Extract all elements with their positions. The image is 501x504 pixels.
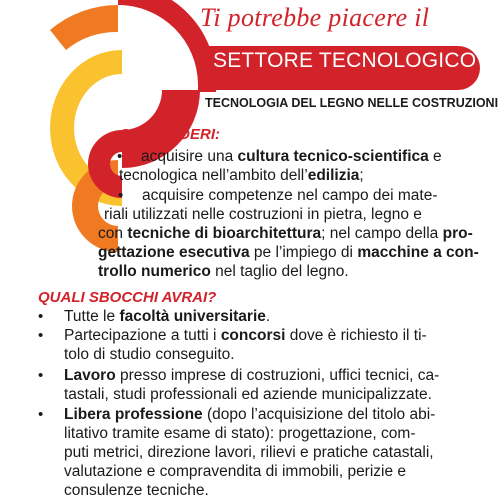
orange-arc	[50, 5, 118, 50]
desideri-bullet-2: • acquisire competenze nel campo dei mate- riali utilizzati nelle costruzioni in pietra, legno e con tecniche di bioarchitettura; nel campo della pro- gettazione esecutiva pe l’impiego di macchine a con- trollo numerico nel taglio del legno.	[98, 187, 479, 280]
banner-title: SETTORE TECNOLOGICO	[213, 49, 477, 72]
sbocchi-item-4: • Libera professione (dopo l’acquisizione del titolo abi- litativo tramite esame di stato): progettazione, com- puti metrici, direzione lavori, rilievi e pratiche catastali, valutazione e compravendita di immobili, perizie e consulenze tecniche.	[38, 406, 436, 499]
bullet-dot: •	[38, 406, 44, 423]
sbocchi-item-1: • Tutte le facoltà universitarie.	[38, 308, 271, 325]
tagline: Ti potrebbe piacere il	[200, 3, 430, 32]
desideri-heading: SE DESIDERI:	[120, 126, 221, 143]
desideri-bullet-1: • acquisire una cultura tecnico-scientifica e tecnologica nell’ambito dell’edilizia;	[117, 148, 442, 184]
bullet-dot: •	[38, 308, 44, 325]
sbocchi-item-3: • Lavoro presso imprese di costruzioni, uffici tecnici, ca- tastali, studi professionali ed aziende municipalizzate.	[38, 367, 440, 403]
sbocchi-heading: QUALI SBOCCHI AVRAI?	[38, 289, 217, 306]
sbocchi-item-2: • Partecipazione a tutti i concorsi dove è richiesto il ti- tolo di studio conseguito.	[38, 327, 427, 363]
bullet-dot: •	[117, 148, 123, 165]
bullet-dot: •	[38, 327, 44, 344]
subtitle: TECNOLOGIA DEL LEGNO NELLE COSTRUZIONI	[205, 96, 499, 110]
bullet-dot: •	[118, 187, 124, 204]
bullet-dot: •	[38, 367, 44, 384]
